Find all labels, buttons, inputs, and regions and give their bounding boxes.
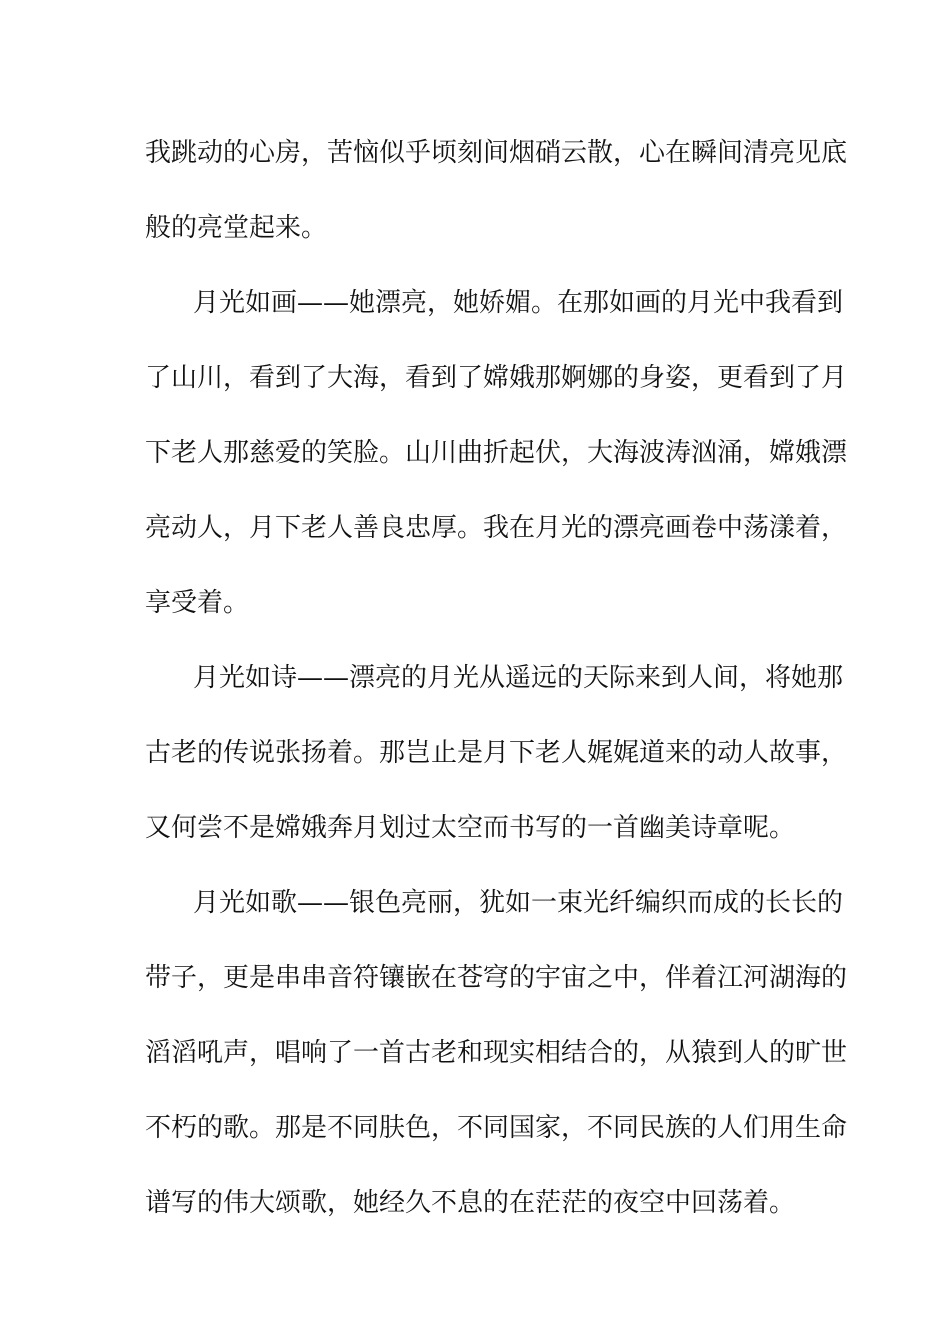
text-line-2: 般的亮堂起来。 [145,213,328,243]
paragraph-start-line: 月光如画——她漂亮，她娇媚。在那如画的月光中我看到 [193,288,844,318]
text-line-4: 了山川，看到了大海，看到了嫦娥那婀娜的身姿，更看到了月 [145,363,848,393]
text-line-14: 不朽的歌。那是不同肤色，不同国家，不同民族的人们用生命 [145,1113,848,1143]
text-line-9: 古老的传说张扬着。那岂止是月下老人娓娓道来的动人故事， [145,738,848,768]
text-line-1: 我跳动的心房，苦恼似乎顷刻间烟硝云散，心在瞬间清亮见底 [145,138,848,168]
text-line-6: 亮动人，月下老人善良忠厚。我在月光的漂亮画卷中荡漾着， [145,513,848,543]
text-line-5: 下老人那慈爱的笑脸。山川曲折起伏，大海波涛汹涌，嫦娥漂 [145,438,848,468]
text-line-10: 又何尝不是嫦娥奔月划过太空而书写的一首幽美诗章呢。 [145,813,796,843]
text-line-15: 谱写的伟大颂歌，她经久不息的在茫茫的夜空中回荡着。 [145,1188,796,1218]
paragraph-start-line: 月光如诗——漂亮的月光从遥远的天际来到人间，将她那 [193,663,844,693]
paragraph-start-line: 月光如歌——银色亮丽，犹如一束光纤编织而成的长长的 [193,888,844,918]
text-line-13: 滔滔吼声，唱响了一首古老和现实相结合的，从猿到人的旷世 [145,1038,848,1068]
text-line-12: 带子，更是串串音符镶嵌在苍穹的宇宙之中，伴着江河湖海的 [145,963,848,993]
text-line-7: 享受着。 [145,588,250,618]
